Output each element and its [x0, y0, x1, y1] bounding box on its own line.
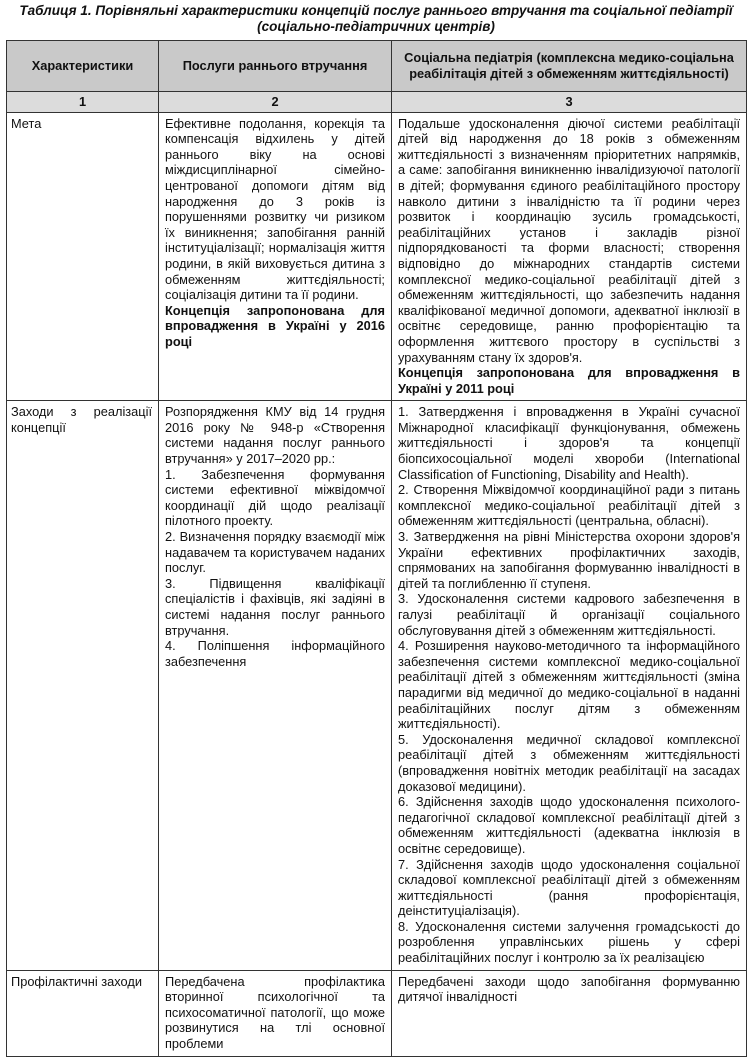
concept-note: Концепція запропонована для впровадження в Україні у 2011 році: [398, 365, 740, 396]
table-body: [7, 112, 747, 1056]
cell-paragraph: Ефективне подолання, корекція та компенсація відхилень у дітей раннього віку на основі міждисциплінарної сімейно-центрованої допомоги дітям від народження до 3 років із порушеннями розвитку чи ризиком їх виникнення; запобігання ранній інституціалізації; нормалізація життя родини, в якій виховується дитина з обмеженням життєдіяльності; соціалізація дитини та її родини.: [165, 115, 385, 303]
cell-paragraph: Передбачені заходи щодо запобігання формуванню дитячої інвалідності: [398, 973, 740, 1005]
cell-paragraph: 3. Затвердження на рівні Міністерства охорони здоров'я України ефективних профілактичних заходів, спрямованих на запобігання формуванню інвалідності в дітей та поглибленню її ступеня.: [398, 529, 740, 591]
social-pediatrics-cell: [392, 970, 747, 1056]
cell-paragraph: 1. Затвердження і впровадження в Україні сучасної Міжнародної класифікації функціонування, обмежень життєдіяльності і здоров'я та концепції біопсихосоціальної моделі хвороби (International Classification of Functioning, Disability and Health).: [398, 404, 740, 482]
social-pediatrics-cell: [392, 401, 747, 970]
row-label: Заходи з реалізації концепції: [7, 401, 159, 970]
cell-paragraph: Розпорядження КМУ від 14 грудня 2016 року № 948-р «Створення системи надання послуг раннього втручання» у 2017–2020 рр.:: [165, 404, 385, 467]
cell-paragraph: 5. Удосконалення медичної складової комплексної реабілітації дітей з обмеженням життєдіяльності (впровадження новітніх методик реабілітації на засадах доказової медицини).: [398, 731, 740, 794]
row-implementation-measures: [7, 401, 747, 970]
cell-paragraph: 3. Удосконалення системи кадрового забезпечення в галузі реабілітації й організації соціального обслуговування дітей з обмеженням життєдіяльності.: [398, 591, 740, 638]
column-number-1: 1: [7, 92, 159, 113]
caption-line-1: Таблиця 1. Порівняльні характеристики концепцій послуг раннього втручання та соціальної педіатрії: [19, 3, 733, 18]
caption-line-2: (соціально-педіатричних центрів): [257, 19, 495, 34]
header-early-intervention: Послуги раннього втручання: [159, 41, 392, 92]
header-characteristics: Характеристики: [7, 41, 159, 92]
row-label: Мета: [7, 112, 159, 401]
table-header-row: [7, 41, 747, 92]
early-intervention-cell: [159, 970, 392, 1056]
cell-paragraph: 8. Удосконалення системи залучення громадськості до розроблення управлінських рішень у сфері реабілітаційних послуг і контролю за їх реалізацією: [398, 918, 740, 966]
cell-paragraph: 2. Визначення порядку взаємодії між надавачем та користувачем наданих послуг.: [165, 529, 385, 576]
concept-note: Концепція запропонована для впровадження в Україні у 2016 році: [165, 302, 385, 349]
early-intervention-cell: [159, 401, 392, 970]
table-number-row: [7, 92, 747, 113]
early-intervention-cell: [159, 112, 392, 401]
cell-paragraph: 1. Забезпечення формування системи ефективної міжвідомчої координації дій щодо реалізації пілотного проекту.: [165, 466, 385, 529]
cell-paragraph: 7. Здійснення заходів щодо удосконалення соціальної складової комплексної реабілітації дітей з обмеженням життєдіяльності (рання профорієнтація, деінституціалізація).: [398, 856, 740, 919]
cell-paragraph: 3. Підвищення кваліфікації спеціалістів і фахівців, які задіяні в системі надання послуг раннього втручання.: [165, 575, 385, 638]
row-label: Профілактичні заходи: [7, 970, 159, 1056]
cell-paragraph: Передбачена профілактика вторинної психологічної та психосоматичної патології, що може розвинутися на тлі основної проблеми: [165, 973, 385, 1052]
column-number-3: 3: [392, 92, 747, 113]
row-goal: [7, 112, 747, 401]
cell-paragraph: 4. Розширення науково-методичного та інформаційного забезпечення системи комплексної медико-соціальної реабілітації дітей з обмеженням життєдіяльності (зміна парадигми від медичної до медико-соціальної в наданні реабілітаційних послуг дітям з обмеженням життєдіяльності).: [398, 638, 740, 732]
header-social-pediatrics: Соціальна педіатрія (комплексна медико-соціальна реабілітація дітей з обмеженням життєдіяльності): [392, 41, 747, 92]
cell-paragraph: 4. Поліпшення інформаційного забезпечення: [165, 638, 385, 669]
column-number-2: 2: [159, 92, 392, 113]
cell-paragraph: Подальше удосконалення діючої системи реабілітації дітей від народження до 18 років з обмеженням життєдіяльності з визначенням пріоритетних напрямків, а саме: запобігання виникненню інвалідизуючої патології в дітей; формування єдиного реабілітаційного простору навколо дитини з інвалідністю та її родини через розвиток і координацію зусиль громадськості, реабілітаційних установ і закладів різної підпорядкованості та форми власності; створення відповідно до міжнародних стандартів системи комплексної медико-соціальної реабілітації дітей з обмеженням життєдіяльності, що забезпечить надання кваліфікованої медичної допомоги, адекватної інклюзії в освітнє середовище, ранню профорієнтацію та оформлення життєвого простору в суспільстві з урахуванням стану їх здоров'я.: [398, 115, 740, 365]
social-pediatrics-cell: [392, 112, 747, 401]
cell-paragraph: 6. Здійснення заходів щодо удосконалення психолого-педагогічної складової комплексної реабілітації дітей з обмеженням життєдіяльності (адекватна інклюзія в освітнє середовище).: [398, 794, 740, 856]
table-caption: [6, 3, 746, 35]
comparison-table: [6, 40, 747, 1057]
cell-paragraph: 2. Створення Міжвідомчої координаційної ради з питань комплексної медико-соціальної реабілітації дітей з обмеженням життєдіяльності (центральна, обласні).: [398, 482, 740, 529]
row-preventive-measures: [7, 970, 747, 1056]
